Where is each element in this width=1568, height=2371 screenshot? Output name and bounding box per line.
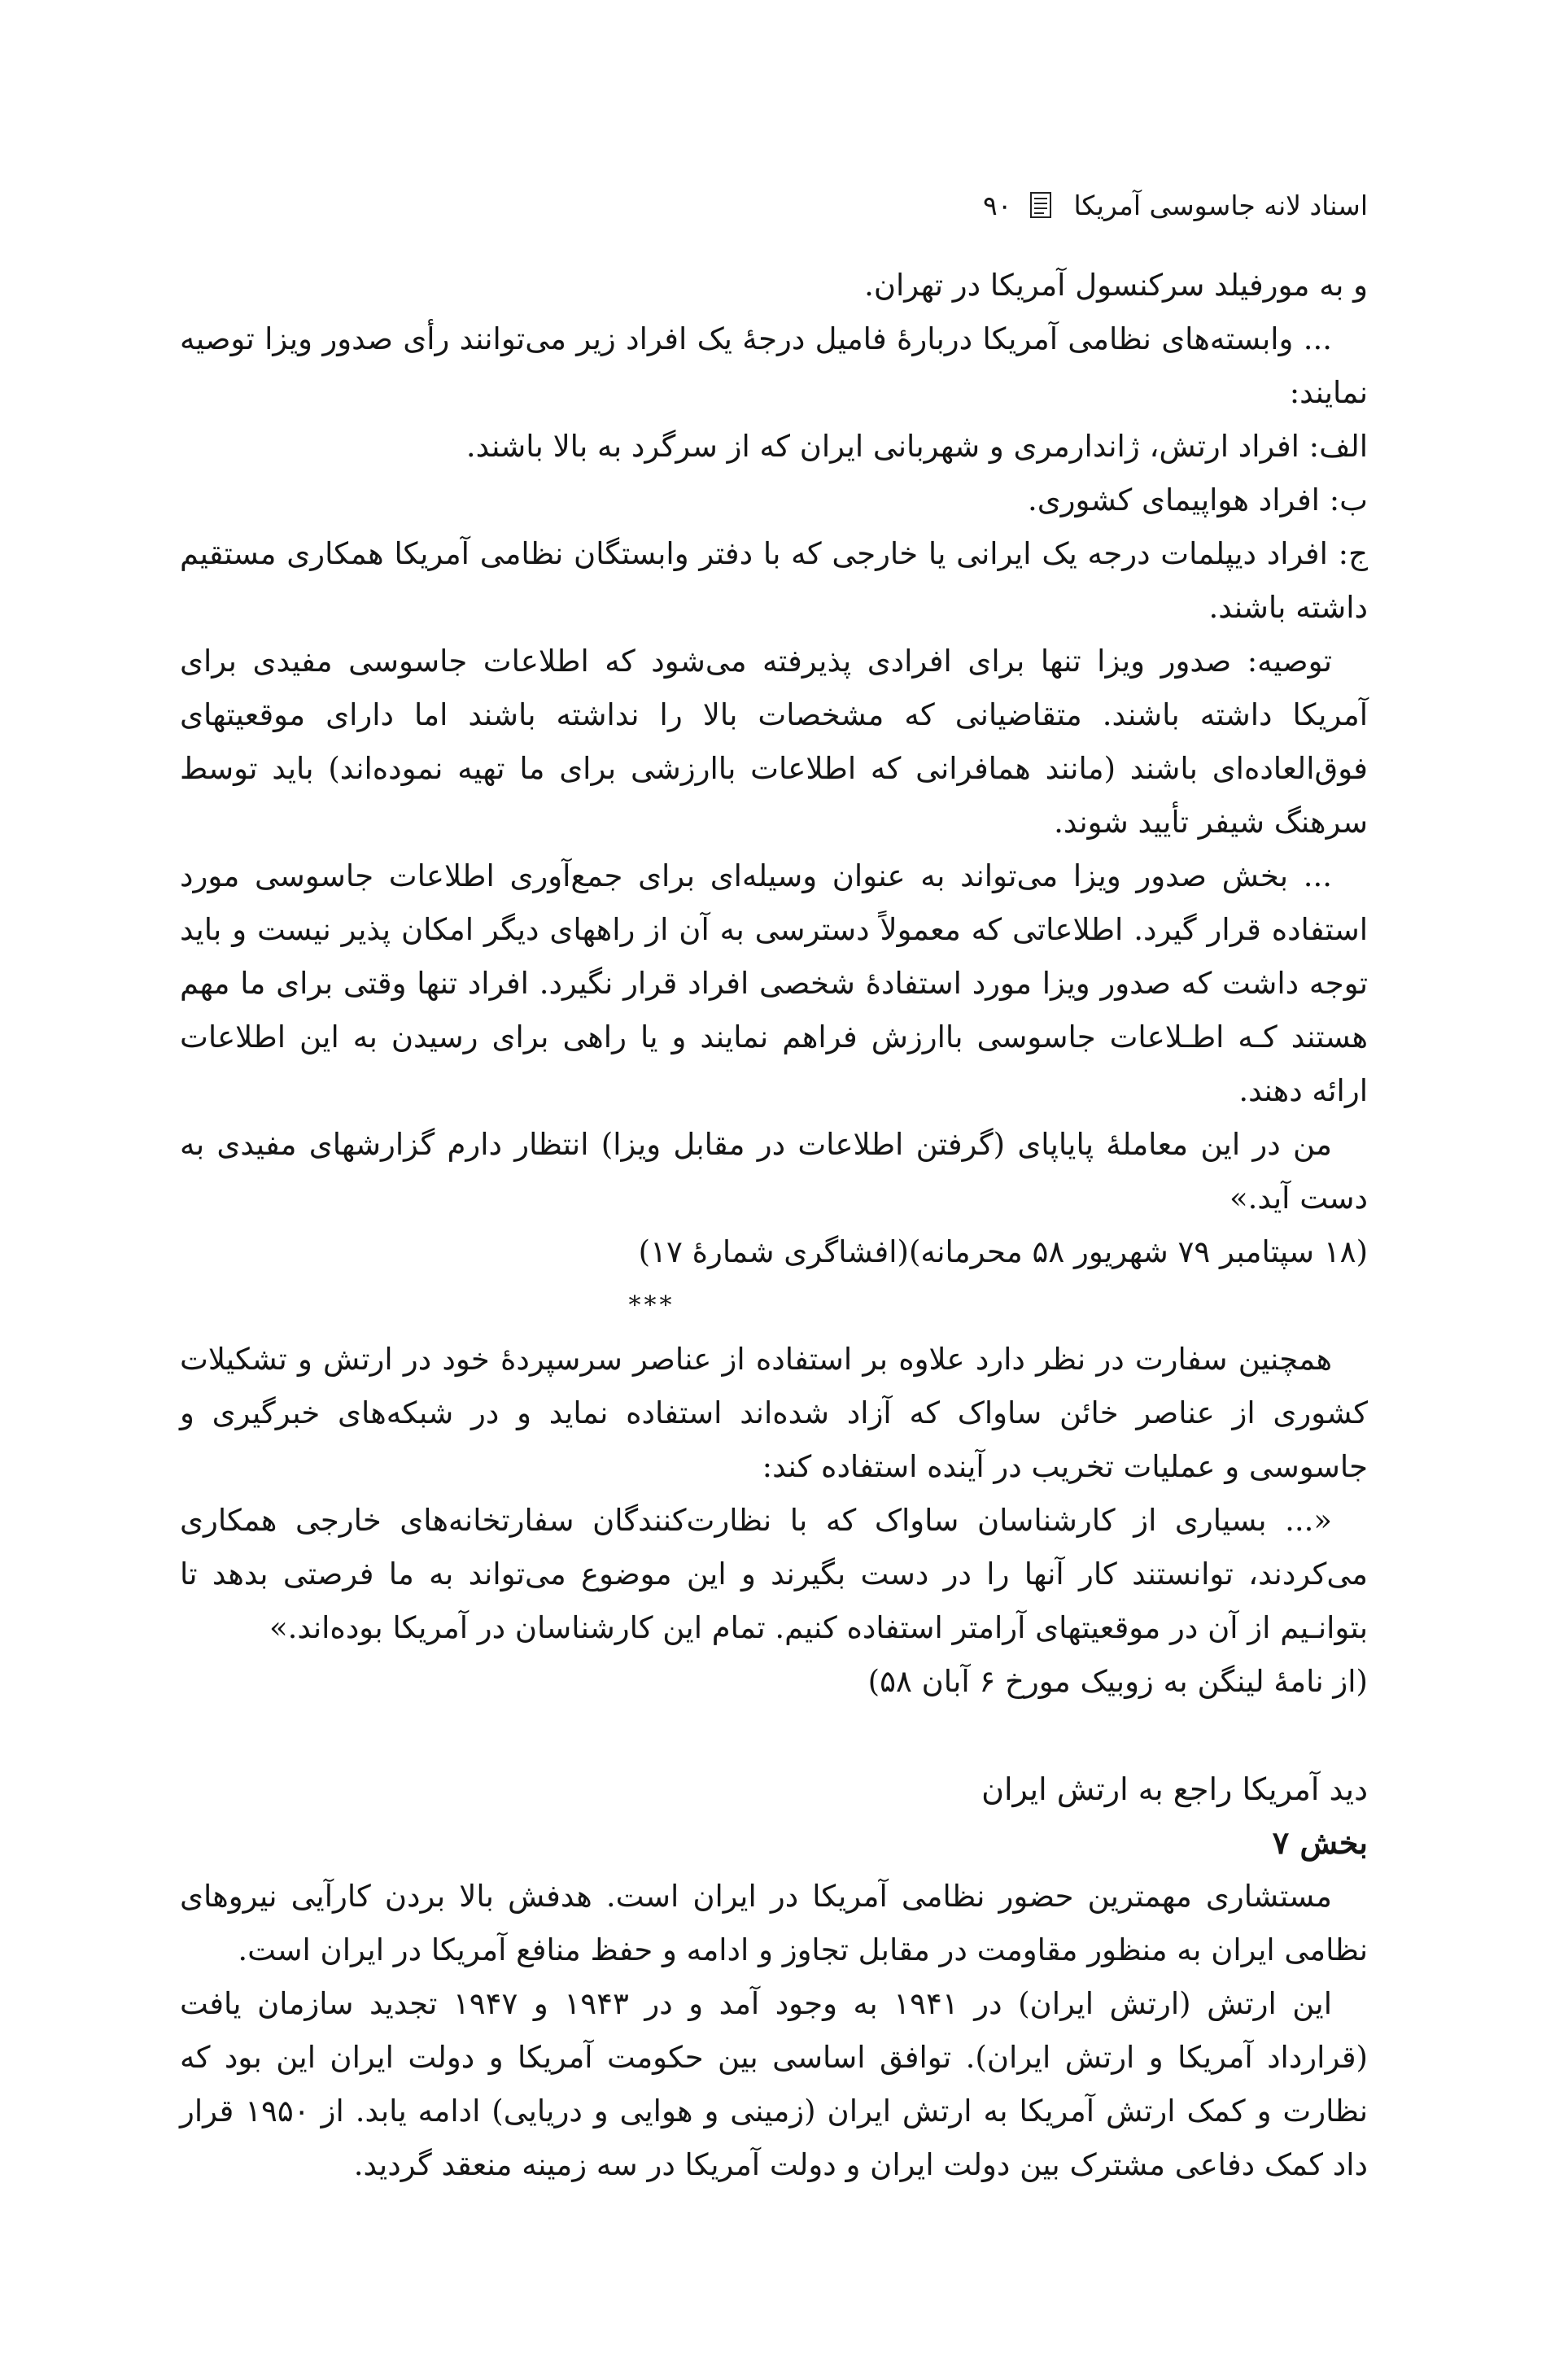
citation-1: (۱۸ سپتامبر ۷۹ شهریور ۵۸ محرمانه)(افشاگری شمارهٔ ۱۷) (638, 1234, 1368, 1269)
list-item-a: الف: افراد ارتش، ژاندارمری و شهربانی ایران که از سرگرد به بالا باشند. (465, 429, 1368, 464)
document-icon (1029, 191, 1054, 219)
page-number: ۹۰ (983, 189, 1012, 221)
spacer (180, 1709, 1368, 1762)
paragraph-visa-section: ... بخش صدور ویزا می‌تواند به عنوان وسیله‌ای برای جمع‌آوری اطلاعات جاسوسی مورد استفاده قرار گیرد. اطلاعاتی که معمولاً دسترسی به آن از راههای دیگر امکان پذیر نیست و باید توجه داشت که صدور ویزا مورد استفادهٔ شخصی افراد قرار نگیرد. افراد تنها وقتی برای ما مهم هستند کـه اطـلاعات جاسوسی باارزش فراهم نمایند و یا راهی برای رسیدن به این اطلاعات ارائه دهند. (180, 858, 1368, 1108)
paragraph-advisory: مستشاری مهمترین حضور نظامی آمریکا در ایران است. هدفش بالا بردن کارآیی نیروهای نظامی ایران به منظور مقاومت در مقابل تجاوز و ادامه و حفظ منافع آمریکا در ایران است. (180, 1879, 1368, 1967)
paragraph-quote: «... بسیاری از کارشناسان ساواک که با نظارت‌کنندگان سفارتخانه‌های خارجی همکاری می‌کردند، توانستند کار آنها را در دست بگیرند و این موضوع می‌تواند به ما فرصتی بدهد تا بتوانـیم از آن در موقعیتهای آرامتر استفاده کنیم. تمام این کارشناسان در آمریکا بوده‌اند.» (180, 1503, 1368, 1645)
section-heading: دید آمریکا راجع به ارتش ایران (981, 1771, 1368, 1807)
page-body (180, 259, 1368, 2192)
paragraph-embassy: همچنین سفارت در نظر دارد علاوه بر استفاده از عناصر سرسپردهٔ خود در ارتش و تشکیلات کشوری از عناصر خائن ساواک که آزاد شده‌اند استفاده نماید و در شبکه‌های خبرگیری و جاسوسی و عملیات تخریب در آینده استفاده کند: (180, 1342, 1368, 1484)
folio (983, 190, 1054, 221)
paragraph-trade: من در این معاملهٔ پایاپای (گرفتن اطلاعات در مقابل ویزا) انتظار دارم گزارشهای مفیدی به دست آید.» (180, 1127, 1368, 1216)
section-separator: *** (628, 1291, 675, 1320)
paragraph-morefield: و به مورفیلد سرکنسول آمریکا در تهران. (864, 268, 1368, 303)
list-item-c: ج: افراد دیپلمات درجه یک ایرانی یا خارجی که با دفتر وابستگان نظامی آمریکا همکاری مستقیم داشته باشند. (180, 536, 1368, 625)
running-title: اسناد لانه جاسوسی آمریکا (1073, 189, 1368, 221)
running-header (0, 181, 1368, 229)
section-subheading: بخش ۷ (1272, 1824, 1368, 1861)
paragraph-attaches: ... وابسته‌های نظامی آمریکا دربارهٔ فامیل درجهٔ یک افراد زیر می‌توانند رأی صدور ویزا توصیه نمایند: (180, 321, 1368, 410)
paragraph-army-history: این ارتش (ارتش ایران) در ۱۹۴۱ به وجود آمد و در ۱۹۴۳ و ۱۹۴۷ تجدید سازمان یافت (قرارداد آمریکا و ارتش ایران). توافق اساسی بین حکومت آمریکا و دولت ایران این بود که نظارت و کمک ارتش آمریکا به ارتش ایران (زمینی و هوایی و دریایی) ادامه یابد. از ۱۹۵۰ قرار داد کمک دفاعی مشترک بین دولت ایران و دولت آمریکا در سه زمینه منعقد گردید. (180, 1986, 1368, 2182)
citation-2: (از نامهٔ لینگن به زوبیک مورخ ۶ آبان ۵۸) (867, 1664, 1368, 1699)
list-item-b: ب: افراد هواپیمای کشوری. (1027, 482, 1368, 517)
paragraph-recommendation: توصیه: صدور ویزا تنها برای افرادی پذیرفته می‌شود که اطلاعات جاسوسی مفیدی برای آمریکا داشته باشند. متقاضیانی که مشخصات بالا را نداشته باشند اما دارای موقعیتهای فوق‌العاده‌ای باشند (مانند همافرانی که اطلاعات باارزشی برای ما تهیه نموده‌اند) باید توسط سرهنگ شیفر تأیید شوند. (180, 644, 1368, 840)
